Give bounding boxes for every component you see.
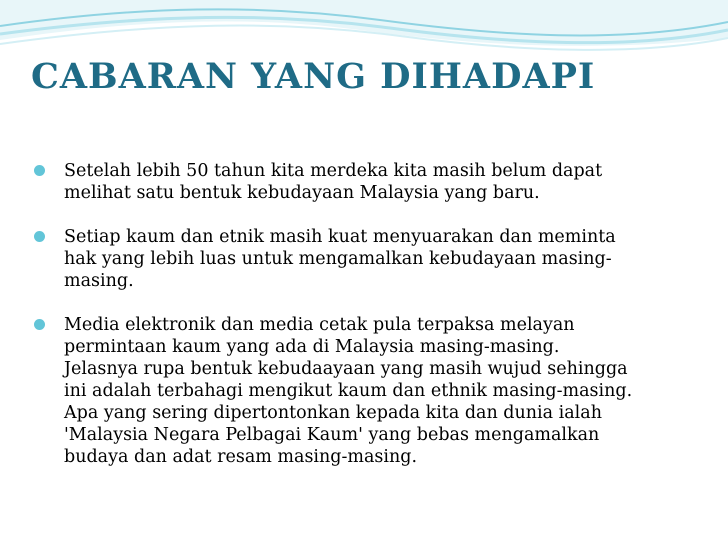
- bullet-dot-icon: [34, 231, 45, 242]
- bullet-dot-icon: [34, 319, 45, 330]
- bullet-item: [0, 314, 704, 468]
- bullet-dot-icon: [34, 165, 45, 176]
- bullet-text: Setiap kaum dan etnik masih kuat menyuarakan dan meminta hak yang lebih luas untuk mengamalkan kebudayaan masing- masing.: [64, 227, 616, 291]
- bullet-text: Setelah lebih 50 tahun kita merdeka kita masih belum dapat melihat satu bentuk kebudayaan Malaysia yang baru.: [64, 161, 603, 203]
- bullet-list: [0, 160, 728, 490]
- bullet-text: Media elektronik dan media cetak pula terpaksa melayan permintaan kaum yang ada di Malaysia masing-masing. Jelasnya rupa bentuk kebudaayaan yang masih wujud sehingga ini adalah terbahagi mengikut kaum dan ethnik masing-masing. Apa yang sering dipertontonkan kepada kita dan dunia ialah 'Malaysia Negara Pelbagai Kaum' yang bebas mengamalkan budaya dan adat resam masing-masing.: [64, 315, 633, 467]
- slide-title: CABARAN YANG DIHADAPI: [31, 56, 596, 97]
- header-wave-decoration: [0, 0, 728, 60]
- bullet-item: [0, 160, 704, 204]
- bullet-item: [0, 226, 704, 292]
